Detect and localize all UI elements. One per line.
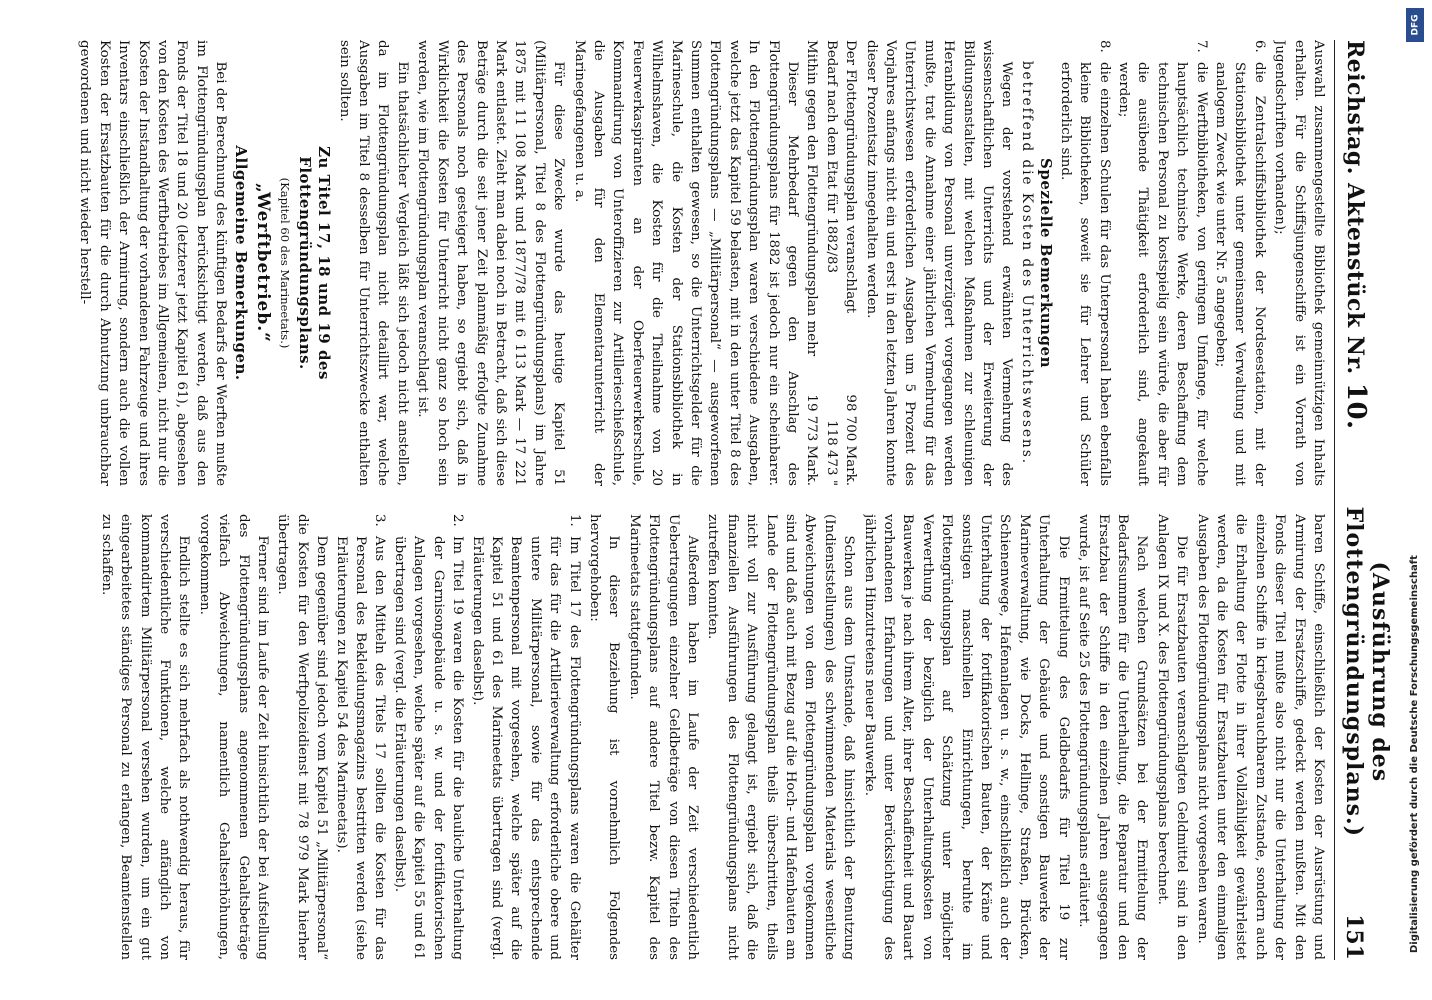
page-header — [1334, 40, 1393, 960]
paragraph: baren Schiffe, einschließlich der Kosten der Ausrüstung und Armirung der Ersatzschiffe, gedeckt werden mußten. Mit den Fonds dieser Titel mußte also nicht nur die Unterhaltung der einzelnen Schiffe in kriegsbrauchbarem Zustande, sondern auch die Erhaltung der Flotte in ihrer Vollzähligkeit gewährleistet werden, da die Kosten für Ersatzbauten unter den einmaligen Ausgaben des Flottengründungsplans nicht vorgesehen waren. — [1194, 514, 1326, 960]
list-text: die einzelnen Schulen für das Unterpersonal haben ebenfalls kleine Bibliotheken, soweit sie für Lehrer und Schüler erforderlich sind. — [1057, 62, 1112, 486]
budget-label: Der Flottengründungsplan veranschlagt — [843, 40, 859, 314]
digitization-credit — [1406, 8, 1424, 993]
budget-label: Mithin gegen den Flottengründungsplan mehr — [804, 40, 820, 357]
section-title: „Werftbetrieb.“ — [253, 183, 274, 343]
list-number: 8. — [1096, 40, 1112, 53]
budget-amount: 98 700 Mark. — [843, 394, 859, 486]
credit-text: Digitalisierung gefördert durch die Deutsche Forschungsgemeinschaft — [1409, 555, 1420, 953]
list-item — [390, 514, 468, 960]
list-item — [467, 514, 583, 960]
paragraph: Die für Ersatzbauten veranschlagten Geldmittel sind in den Anlagen IX und X. des Flottengründungsplans berechnet. — [1154, 514, 1190, 960]
list-text: Im Titel 17 des Flottengründungsplans waren die Gehälter für das für die Artillerieverwaltung erforderliche obere und untere Militärpersonal, sowie für das entsprechende Beamtenpersonal mit vorgesehen, welche später auf die Kapitel 51 und 61 des Marineetats übertragen sind (vergl. Erläuterungen daselbst). — [469, 536, 582, 960]
list-item — [1114, 40, 1211, 486]
section-subheading: betreffend die Kosten des Unterrichtswesens. — [1018, 60, 1035, 466]
paragraph: Endlich stellte es sich mehrfach als nothwendig heraus, für verschiedentliche Funktionen, welche anfänglich von kommandirtem Militärpersonal versehen wurden, um ein gut eingearbeitetes ständiges Personal zu erlangen, Beamtenstellen zu schaffen. — [98, 514, 192, 960]
section-heading: Zu Titel 17, 18 und 19 des Flottengründungsplans. — [295, 146, 334, 380]
paragraph: Außerdem haben im Laufe der Zeit verschiedentlich Uebertragungen einzelner Geldbeträge von diesen Titeln des Flottengründungsplans auf andere Titel bezw. Kapitel des Marineetats stattgefunden. — [626, 514, 700, 960]
left-column — [20, 40, 1328, 486]
list-number: 3. — [372, 514, 388, 527]
paragraph: Wegen der vorstehend erwähnten Vermehrung des wissenschaftlichen Unterrichts und der Erweiterung der Bildungsanstalten, mit welchen Maßnahmen zur schleunigen Heranbildung von Personal unverzügert vorgegangen werden mußte, trat die Annahme einer jährlichen Vermehrung für das Unterrichtswesen erforderlichen Ausgaben um 5 Prozent des Vorjahres anfangs nicht ein und erst in den letzten Jahren konnte dieser Prozentsatz innegehalten werden. — [863, 40, 1015, 486]
section-heading: Spezielle Bemerkungen — [1037, 158, 1056, 368]
paragraph: In dieser Beziehung ist vornehmlich Folgendes hervorgehoben: — [586, 514, 622, 960]
list-item — [331, 514, 389, 960]
paragraph: Schon aus dem Umstande, daß hinsichtlich der Benutzung (Indienststellungen) des schwimmenden Materials wesentliche Abweichungen von dem Flottengründungsplan vorgekommen sind und daß auch mit Bezug auf die Hoch- und Hafenbauten am Lande der Flottengründungsplan theils überschritten, theils nicht voll zur Ausführung gelangt ist, ergiebt sich, daß die finanziellen Ausführungen des Flottengründungsplans nicht zutreffen konnten. — [705, 514, 857, 960]
paragraph: Ein thatsächlicher Vergleich läßt sich jedoch nicht anstellen, da im Flottengründungsplan nicht detaillirt war, welche Ausgaben im Titel 8 desselben für Unterrichtszwecke enthalten sein sollten. — [336, 40, 410, 486]
dfg-logo — [1406, 8, 1424, 42]
page-number: 151 — [1341, 914, 1367, 960]
header-aktenstueck: Aktenstück Nr. — [1342, 183, 1368, 375]
header-number: 10. — [1341, 382, 1371, 430]
section-note: (Kapitel 60 des Marineetats.) — [278, 177, 293, 349]
budget-label: Bedarf nach dem Etat für 1882/83 — [823, 40, 839, 274]
header-reichstag: Reichstag. — [1342, 40, 1368, 175]
paragraph: Bei der Berechnung des künftigen Bedarfs der Werften mußte im Flottengründungsplan berücksichtigt werden, daß aus den Fonds der Titel 18 und 20 (letzterer jetzt Kapitel 61), abgesehen von den Kosten des Werftbetriebes im Allgemeinen, nicht nur die Kosten der Instandhaltung der vorhandenen Fahrzeuge und ihres Inventars einschließlich der Armirung, sondern auch die vollen Kosten der Ersatzbauten für die durch Abnutzung unbrauchbar gewordenen und nicht wieder herstell- — [77, 40, 229, 486]
header-section-title: (Ausführung des Flottengründungsplans.) — [1341, 506, 1393, 838]
list-number: 1. — [566, 514, 582, 527]
budget-row — [821, 40, 840, 486]
paragraph: Auswahl zusammengestellte Bibliothek gemeinnützigen Inhalts erhalten. Für die Schiffsjungenschiffe ist ein Vorrath von Jugendschriften vorhanden); — [1272, 40, 1326, 486]
paragraph: Dieser Mehrbedarf gegen den Anschlag des Flottengründungsplans für 1882 ist jedoch nur ein scheinbarer. In den Flottengründungsplan waren verschiedene Ausgaben, welche jetzt das Kapitel 59 belasten, mit in den unter Titel 8 des Flottengründungsplans — „Militärpersonal“ — ausgeworfenen Summen enthalten gewesen, so die Unterrichtsgelder für die Marineschule, die Kosten der Stationsbibliothek in Wilhelmshaven, die Kosten für die Theilnahme von 20 Feuerwerkaspiranten an der Oberfeuerwerkerschule, Kommandirung von Unteroffizieren zur Artillerieschießschule, die Ausgaben für den Elementarunterricht der Marinegefangenen u. a. — [571, 40, 801, 486]
list-text: Aus den Mitteln des Titels 17 sollten die Kosten für das Personal des Bekleidungsmagazins bestritten werden (siehe Erläuterungen zu Kapitel 54 des Marineetats). — [333, 536, 388, 960]
dfg-logo-text: DFG — [1410, 14, 1421, 36]
header-document-reference — [1341, 40, 1371, 430]
paragraph: Die Ermittelung des Geldbedarfs für Titel 19 zur Unterhaltung der Gebäude und sonstigen Bauwerke der Marineverwaltung, wie Docks, Hellinge, Straßen, Brücken, Schienenwege, Hafenanlagen u. s. w., einschließlich auch der Unterhaltung der fortifikatorischen Bauten, der Kräne und sonstigen maschinellen Einrichtungen, beruhte im Flottengründungsplan auf Schätzung unter möglicher Verwerthung der bezüglich der Unterhaltungskosten von Bauwerken je nach ihrem Alter, ihrer Beschaffenheit und Bauart vorhandenen Erfahrungen und unter Berücksichtigung des jährlichen Hinzutretens neuer Bauwerke. — [861, 514, 1071, 960]
budget-amount: 19 773 Mark. — [804, 394, 820, 486]
right-column — [20, 514, 1328, 960]
list-number: 7. — [1193, 40, 1209, 53]
paragraph: Dem gegenüber sind jedoch vom Kapitel 51 „Militärpersonal“ die Kosten für den Werftpolizeidienst mit 78 979 Mark hierher übertragen. — [275, 514, 330, 960]
paragraph: Nach welchen Grundsätzen bei der Ermittelung der Bedarfssummen für die Unterhaltung, die Reparatur und den Ersatzbau der Schiffe in den einzelnen Jahren ausgegangen wurde, ist auf Seite 25 des Flottengründungsplans erläutert. — [1076, 514, 1150, 960]
list-text: Im Titel 19 waren die Kosten für die bauliche Unterhaltung der Garnisongebäude u. s. w. und der fortifikatorischen Anlagen vorgesehen, welche später auf die Kapitel 55 und 61 übertragen sind (vergl. die Erläuterungen daselbst). — [391, 536, 466, 960]
budget-row — [841, 40, 860, 486]
list-item — [1211, 40, 1269, 486]
section-heading: Allgemeine Bemerkungen. — [231, 145, 250, 381]
paragraph: Für diese Zwecke wurde das heutige Kapitel 51 (Militärpersonal, Titel 8 des Flottengründungsplans) im Jahre 1875 mit 11 108 Mark und 1877/78 mit 6 113 Mark — 17 221 Mark entlastet. Zieht man dabei noch in Betracht, daß sich diese Beträge durch die seit jener Zeit planmäßig erfolgte Zunahme des Personals noch gesteigert haben, so ergiebt sich, daß in Wirklichkeit die Kosten für Unterricht nicht ganz so hoch sein werden, wie im Flottengründungsplan veranschlagt ist. — [415, 40, 567, 486]
list-number: 6. — [1251, 40, 1267, 53]
list-text: die Zentralschiffsbibliothek der Nordseestation, mit der Stationsbibliothek unter gemeinsamer Verwaltung und mit analogem Zweck wie unter Nr. 5 angegeben; — [1212, 62, 1267, 486]
paragraph: Ferner sind im Laufe der Zeit hinsichtlich der bei Aufstellung des Flottengründungsplans angenommenen Gehaltsbeträge vielfach Abweichungen, namentlich Gehaltserhöhungen, vorgekommen. — [196, 514, 271, 960]
list-text: die Werftbibliotheken, von geringem Umfange, für welche hauptsächlich technische Werke, deren Beschaffung dem technischen Personal zu kostspielig sein würde, die aber für die ausübende Thätigkeit erforderlich sind, angekauft werden; — [1115, 62, 1209, 486]
budget-amount: 118 473 " — [823, 420, 839, 486]
list-number: 2. — [450, 514, 466, 527]
budget-row — [802, 40, 821, 486]
text-columns — [20, 40, 1328, 960]
list-item — [1055, 40, 1113, 486]
